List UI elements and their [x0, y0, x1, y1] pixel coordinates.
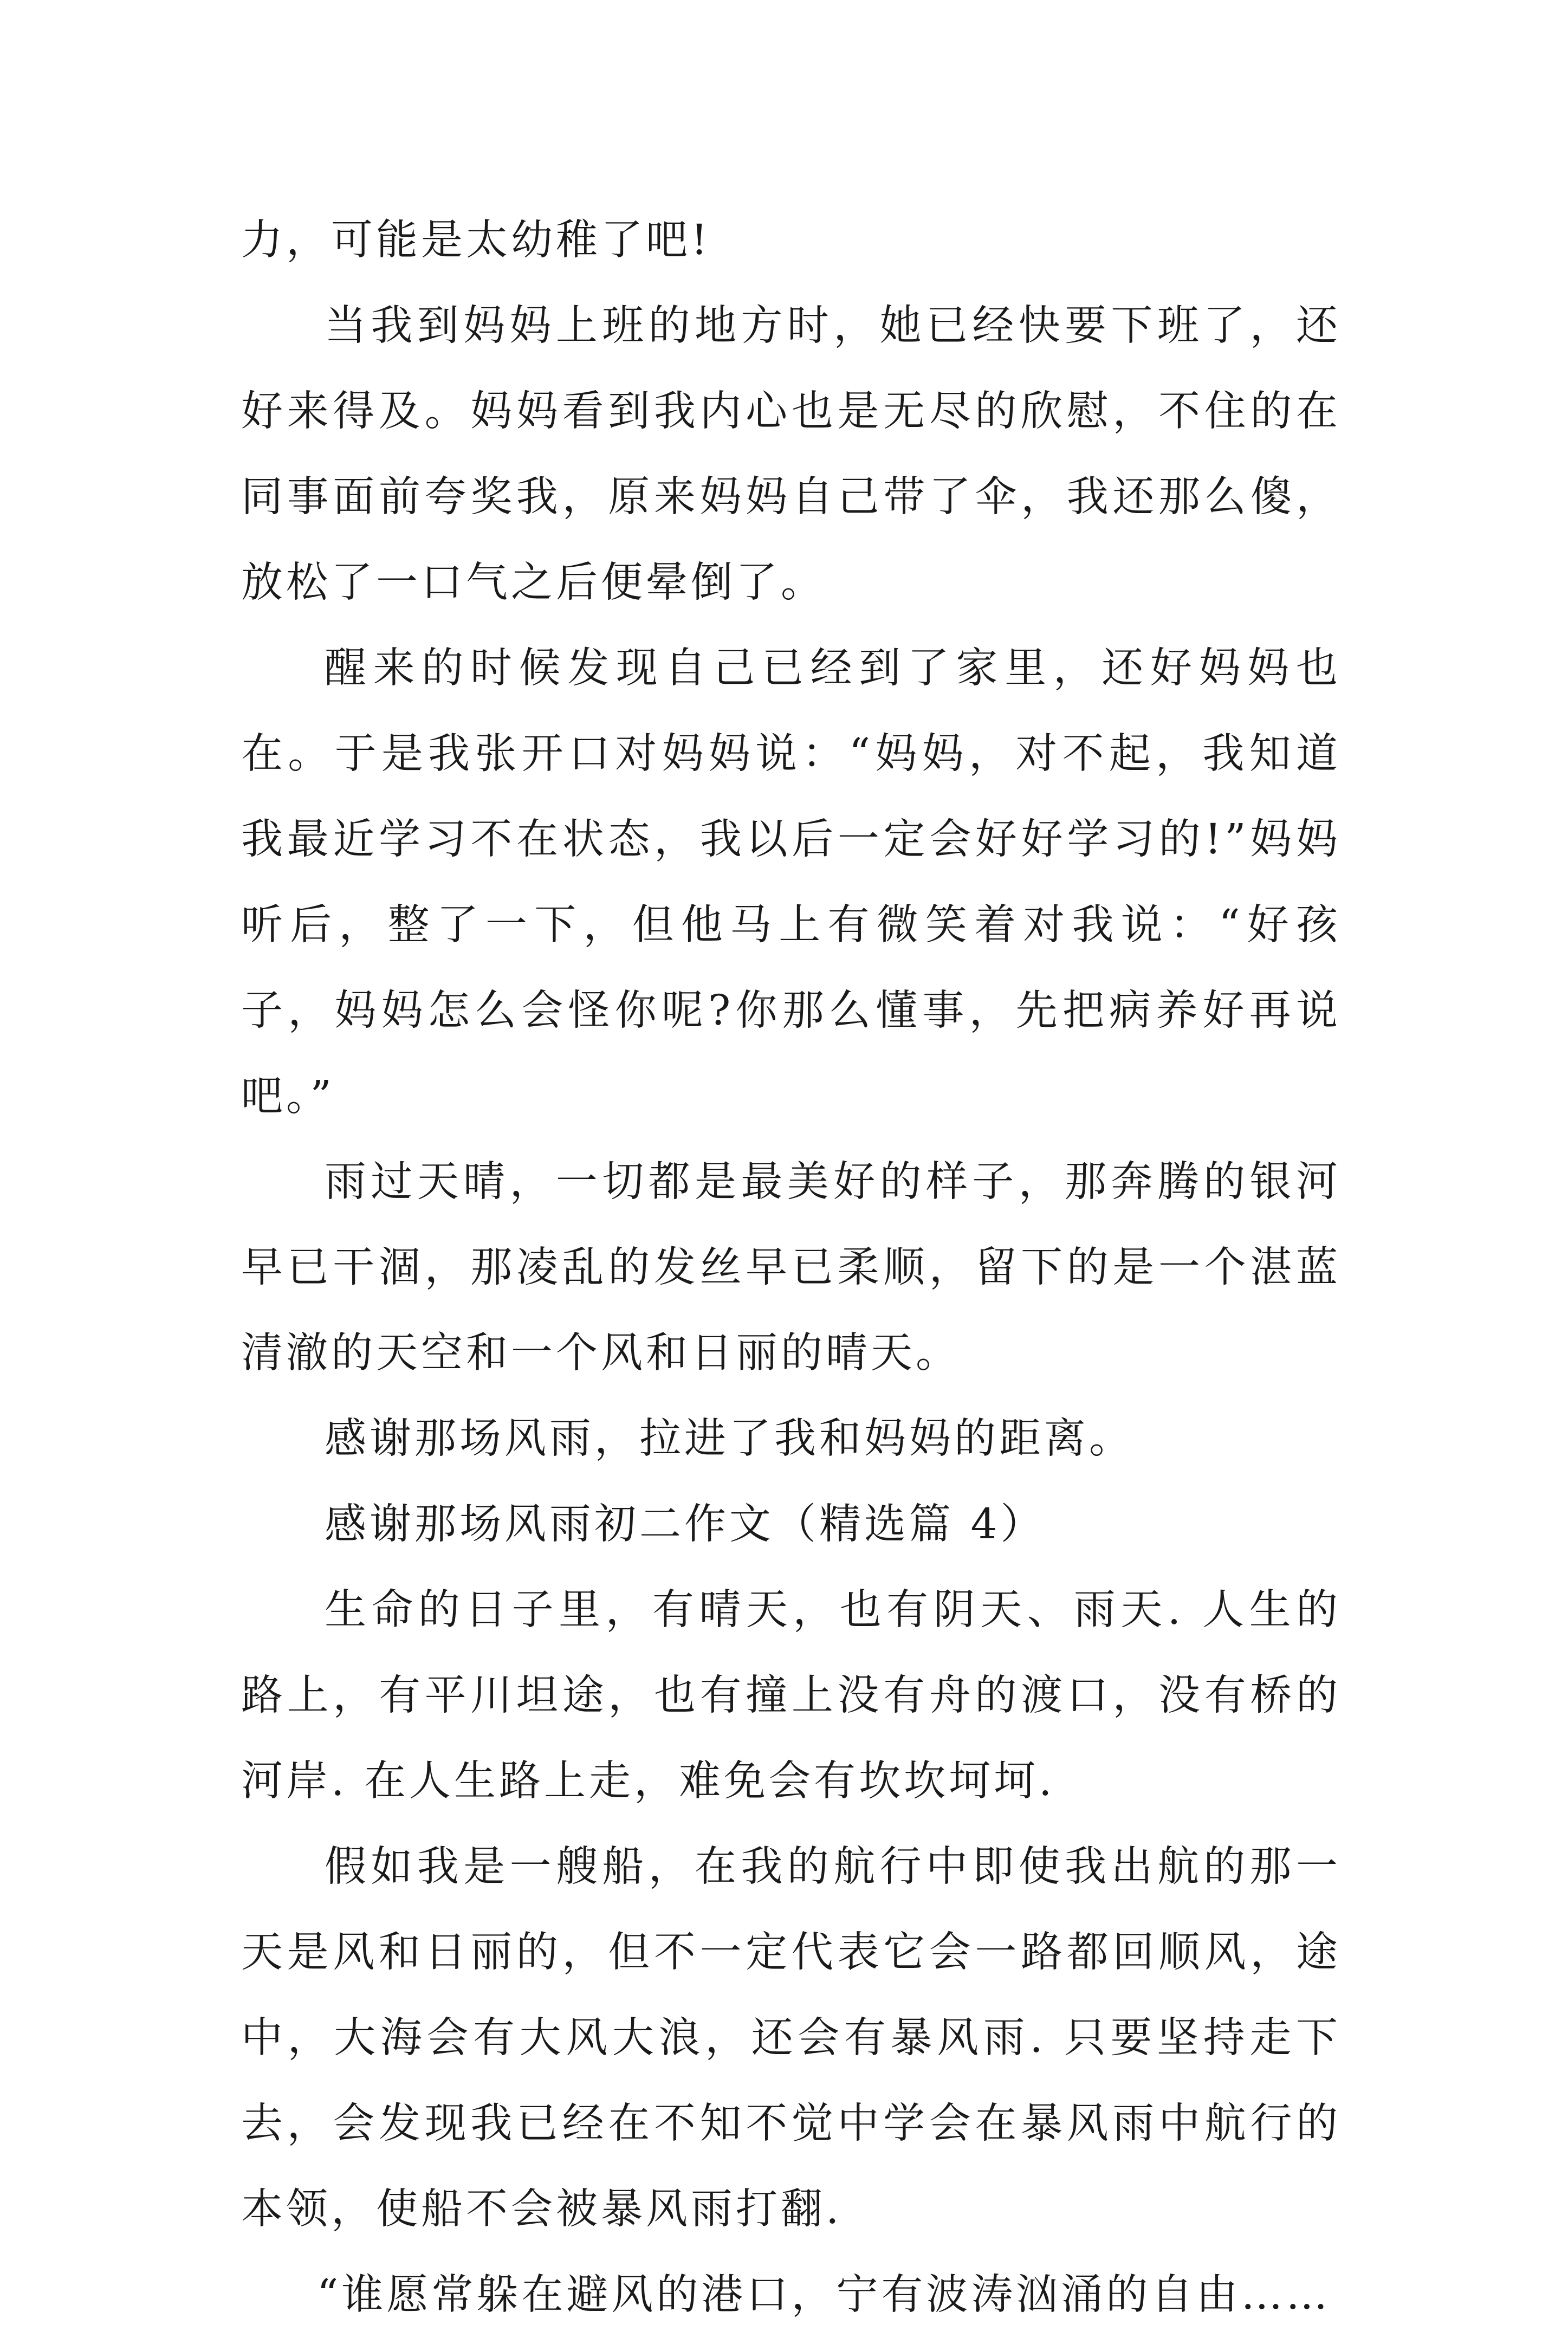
paragraph-2: 当我到妈妈上班的地方时，她已经快要下班了，还好来得及。妈妈看到我内心也是无尽的欣慰，不住的在同事面前夸奖我，原来妈妈自己带了伞，我还那么傻，放松了一口气之后便晕倒了。 [241, 302, 1341, 607]
paragraph-9: “谁愿常躲在避风的港口，宁有波涛汹涌的自由…… [317, 2271, 1331, 2319]
paragraph-3: 醒来的时候发现自己已经到了家里，还好妈妈也在。于是我张开口对妈妈说：“妈妈，对不起，我知道我最近学习不在状态，我以后一定会好好学习的!”妈妈听后，整了一下，但他马上有微笑着对我说：“好孩子，妈妈怎么会怪你呢?你那么懂事，先把病养好再说吧。” [241, 644, 1341, 1121]
paragraph-5: 感谢那场风雨，拉进了我和妈妈的距离。 [325, 1415, 1134, 1463]
paragraph-1: 力，可能是太幼稚了吧! [241, 216, 711, 264]
paragraph-4: 雨过天晴，一切都是最美好的样子，那奔腾的银河早已干涸，那凌乱的发丝早已柔顺，留下的是一个湛蓝清澈的天空和一个风和日丽的晴天。 [241, 1158, 1341, 1377]
paragraph-7: 生命的日子里，有晴天，也有阴天、雨天. 人生的路上，有平川坦途，也有撞上没有舟的渡口，没有桥的河岸. 在人生路上走，难免会有坎坎坷坷. [241, 1586, 1341, 1805]
essay-body [241, 198, 1341, 2338]
paragraph-8: 假如我是一艘船，在我的航行中即使我出航的那一天是风和日丽的，但不一定代表它会一路都回顺风，途中，大海会有大风大浪，还会有暴风雨. 只要坚持走下去，会发现我已经在不知不觉中学会在暴风雨中航行的本领，使船不会被暴风雨打翻. [241, 1843, 1341, 2233]
section-heading: 感谢那场风雨初二作文（精选篇 4） [325, 1500, 1046, 1549]
